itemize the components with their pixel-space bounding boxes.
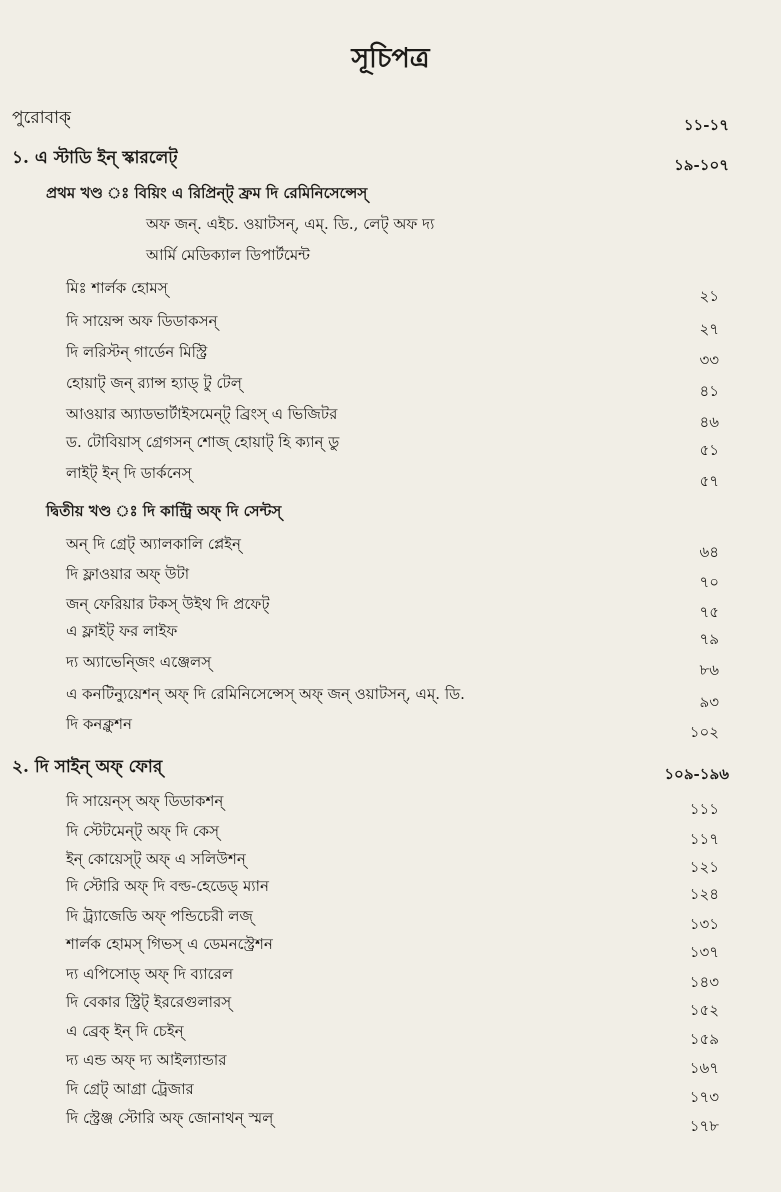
chapter-title: হোয়াট্ জন্ র‍্যান্স হ্যাড্ টু টেল্ bbox=[66, 374, 242, 392]
part1-section1-heading-cont2: আর্মি মেডিক্যাল ডিপার্টমেন্ট bbox=[146, 246, 310, 264]
preface-pages: ১১-১৭ bbox=[683, 116, 729, 134]
chapter-page: ১৫৯ bbox=[689, 1030, 719, 1048]
part1-section1-heading-cont1: অফ জন্. এইচ. ওয়াটসন্, এম্. ডি., লেট্ অফ দ্য bbox=[146, 215, 435, 233]
part1-section2-heading: দ্বিতীয় খণ্ড ঃ দি কান্ট্রি অফ্ দি সেন্টস্ bbox=[46, 502, 282, 520]
chapter-page: ১৬৭ bbox=[689, 1059, 719, 1077]
chapter-page: ৫১ bbox=[699, 441, 719, 459]
chapter-page: ৪১ bbox=[699, 382, 719, 400]
chapter-page: ১২৪ bbox=[689, 885, 719, 903]
chapter-page: ১৫২ bbox=[689, 1001, 719, 1019]
part1-label: ১. এ স্টাডি ইন্ স্কারলেট্ bbox=[12, 148, 178, 168]
chapter-page: ৫৭ bbox=[699, 472, 719, 490]
chapter-title: এ ফ্লাইট্ ফর লাইফ bbox=[66, 622, 178, 640]
chapter-page: ৭৫ bbox=[699, 603, 719, 621]
chapter-title: দি গ্রেট্ আগ্রা ট্রেজার bbox=[66, 1080, 194, 1098]
chapter-page: ৯৩ bbox=[699, 693, 719, 711]
chapter-title: দি ট্র্যাজেডি অফ্ পন্ডিচেরী লজ্ bbox=[66, 907, 253, 925]
chapter-title: দ্য এন্ড অফ্ দ্য আইল্যান্ডার bbox=[66, 1051, 227, 1069]
chapter-title: দি বেকার স্ট্রিট্ ইররেগুলারস্ bbox=[66, 993, 232, 1011]
part1-section1-heading: প্রথম খণ্ড ঃ বিয়িং এ রিপ্রিন্ট্ ফ্রম দি রেমিনিসেন্সেস্ bbox=[46, 184, 368, 202]
chapter-page: ১৭৮ bbox=[689, 1117, 719, 1135]
chapter-title: আওয়ার অ্যাডভার্টাইসমেন্ট্ ব্রিংস্ এ ভিজিটর bbox=[66, 405, 338, 423]
chapter-title: এ কনটিন্যুয়েশন্ অফ্ দি রেমিনিসেন্সেস্ অফ্ জন্ ওয়াটসন্, এম্. ডি. bbox=[66, 685, 465, 703]
chapter-page: ৭৯ bbox=[699, 630, 719, 648]
chapter-title: দ্য অ্যাভেন্জিং এঞ্জেলস্ bbox=[66, 653, 212, 671]
chapter-page: ৭০ bbox=[699, 573, 719, 591]
chapter-page: ২৭ bbox=[699, 320, 719, 338]
chapter-title: দি স্টেটমেন্ট্ অফ্ দি কেস্ bbox=[66, 822, 220, 840]
chapter-title: দি লরিস্টন্ গার্ডেন মিস্ট্রি bbox=[66, 343, 208, 361]
chapter-title: শার্লক হোমস্ গিভস্ এ ডেমনস্ট্রেশন bbox=[66, 935, 273, 953]
chapter-title: লাইট্ ইন্ দি ডার্কনেস্ bbox=[66, 464, 192, 482]
chapter-page: ৩৩ bbox=[699, 351, 719, 369]
part2-label: ২. দি সাইন্ অফ্ ফোর্ bbox=[12, 757, 163, 777]
chapter-title: এ ব্রেক্ ইন্ দি চেইন্ bbox=[66, 1022, 184, 1040]
chapter-page: ১১৭ bbox=[689, 830, 719, 848]
chapter-page: ১৪৩ bbox=[689, 973, 719, 991]
chapter-page: ১০২ bbox=[689, 723, 719, 741]
part1-pages: ১৯-১০৭ bbox=[674, 156, 729, 174]
chapter-title: দি সায়েন্স্ অফ্ ডিডাকশন্ bbox=[66, 792, 224, 810]
chapter-title: ড. টোবিয়াস্ গ্রেগসন্ শোজ্ হোয়াট্ হি ক্যান্ ডু bbox=[66, 433, 340, 451]
chapter-title: দি স্টোরি অফ্ দি বল্ড-হেডেড্ ম্যান bbox=[66, 877, 269, 895]
chapter-page: ১৭৩ bbox=[689, 1088, 719, 1106]
chapter-page: ১১১ bbox=[689, 800, 719, 818]
chapter-title: দ্য এপিসোড্ অফ্ দি ব্যারেল bbox=[66, 965, 234, 983]
chapter-page: ২১ bbox=[699, 287, 719, 305]
page-title: সূচিপত্র bbox=[351, 43, 430, 74]
chapter-title: জন্ ফেরিয়ার টকস্ উইথ দি প্রফেট্ bbox=[66, 595, 270, 613]
chapter-page: ১৩১ bbox=[689, 915, 719, 933]
chapter-page: ৮৬ bbox=[699, 661, 719, 679]
preface-label: পুরোবাক্ bbox=[12, 108, 71, 128]
chapter-page: ৪৬ bbox=[699, 413, 719, 431]
chapter-title: অন্ দি গ্রেট্ অ্যালকালি প্লেইন্ bbox=[66, 535, 241, 553]
chapter-title: দি স্ট্রেঞ্জ স্টোরি অফ্ জোনাথন্ স্মল্ bbox=[66, 1109, 274, 1127]
part2-pages: ১০৯-১৯৬ bbox=[664, 765, 729, 783]
chapter-title: মিঃ শার্লক হোমস্ bbox=[66, 279, 168, 297]
chapter-page: ১৩৭ bbox=[689, 943, 719, 961]
chapter-title: দি কনক্লুশন bbox=[66, 715, 132, 733]
chapter-title: ইন্ কোয়েস্ট্ অফ্ এ সলিউশন্ bbox=[66, 850, 246, 868]
chapter-title: দি সায়েন্স অফ ডিডাকসন্ bbox=[66, 312, 218, 330]
chapter-page: ১২১ bbox=[689, 858, 719, 876]
chapter-title: দি ফ্লাওয়ার অফ্ উটা bbox=[66, 565, 190, 583]
chapter-page: ৬৪ bbox=[699, 543, 719, 561]
